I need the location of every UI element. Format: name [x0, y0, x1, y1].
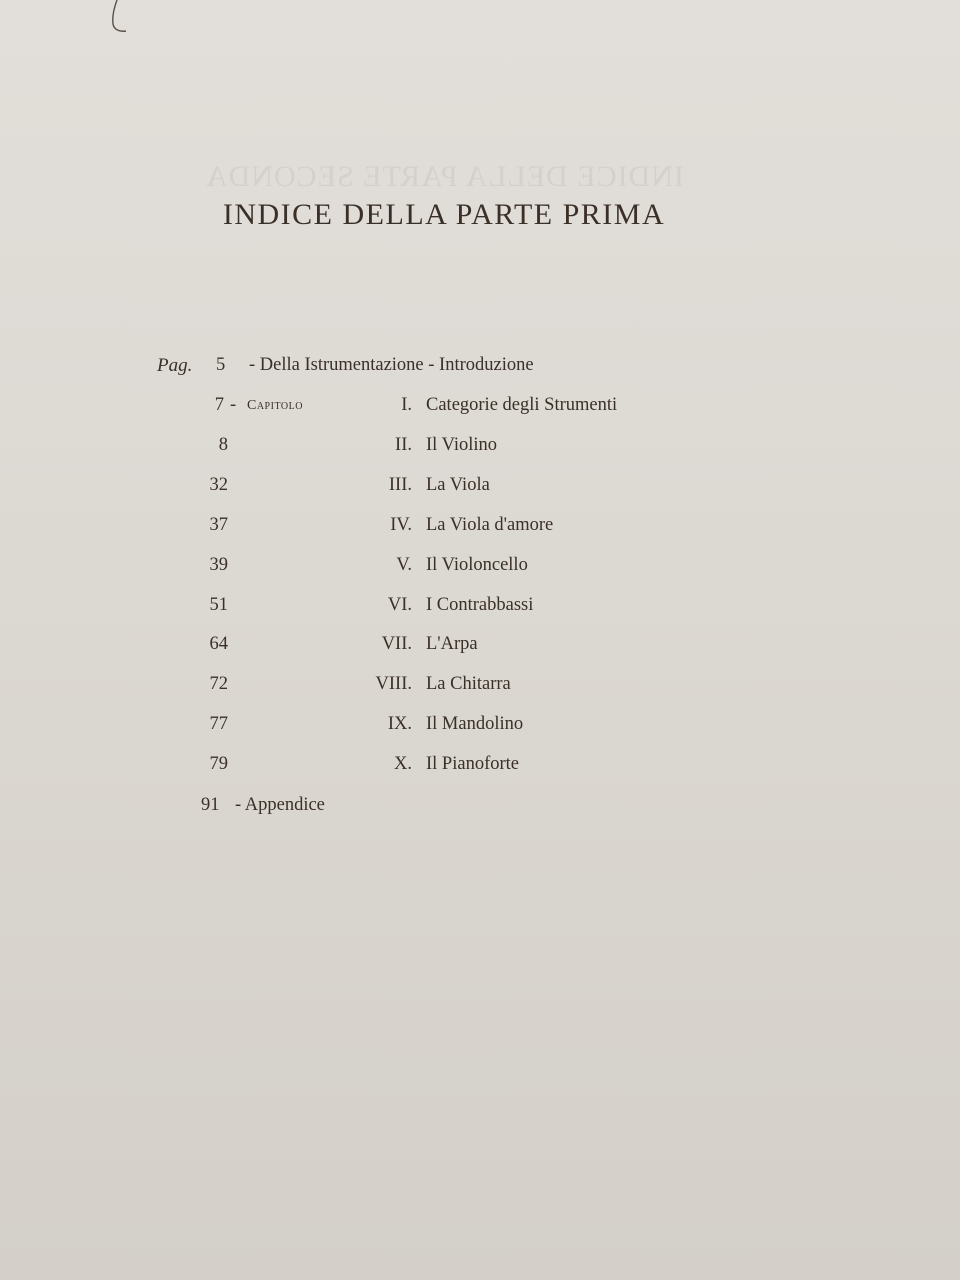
intro-page-number: 5: [216, 355, 226, 375]
pag-label: Pag.: [157, 355, 193, 376]
chapter-title: Il Violoncello: [426, 555, 528, 575]
chapter-title: La Viola d'amore: [426, 515, 554, 535]
chapter-title: L'Arpa: [426, 634, 478, 654]
chapter-page-number: 32: [209, 475, 228, 495]
chapter-roman-numeral: III.: [388, 475, 412, 495]
chapter-roman-numeral: VIII.: [375, 674, 412, 694]
chapter-page-number: 7: [214, 395, 224, 415]
chapter-page-number: 72: [209, 674, 228, 694]
chapter-roman-numeral: X.: [394, 754, 412, 774]
page-title: INDICE DELLA PARTE PRIMA: [222, 198, 666, 231]
chapter-roman-numeral: V.: [396, 555, 412, 575]
chapter-roman-numeral: VI.: [387, 595, 412, 615]
chapter-dash: -: [230, 395, 237, 415]
chapter-roman-numeral: I.: [401, 395, 412, 415]
chapter-title: Il Mandolino: [426, 714, 524, 734]
chapter-roman-numeral: VII.: [381, 634, 412, 654]
appendix-title: - Appendice: [235, 795, 325, 815]
appendix-page-number: 91: [201, 795, 220, 815]
pencil-mark-icon: [104, 0, 130, 36]
intro-title: - Della Istrumentazione - Introduzione: [249, 355, 534, 375]
chapter-roman-numeral: IV.: [390, 515, 412, 535]
chapter-title: Categorie degli Strumenti: [426, 395, 618, 415]
chapter-page-number: 77: [209, 714, 228, 734]
chapter-roman-numeral: IX.: [387, 714, 412, 734]
chapter-page-number: 64: [209, 634, 228, 654]
chapter-page-number: 79: [209, 754, 228, 774]
chapter-title: La Viola: [426, 475, 490, 495]
chapter-page-number: 51: [209, 595, 228, 615]
chapter-page-number: 37: [209, 515, 228, 535]
chapter-title: I Contrabbassi: [426, 595, 534, 615]
chapter-page-number: 8: [218, 435, 228, 455]
chapter-roman-numeral: II.: [395, 435, 412, 455]
bleed-through-heading: INDICE DELLA PARTE SECONDA: [205, 160, 684, 193]
chapter-title: Il Violino: [426, 435, 498, 455]
chapter-label: Capitolo: [247, 398, 303, 413]
chapter-title: La Chitarra: [426, 674, 511, 694]
chapter-page-number: 39: [209, 555, 228, 575]
chapter-title: Il Pianoforte: [426, 754, 519, 774]
